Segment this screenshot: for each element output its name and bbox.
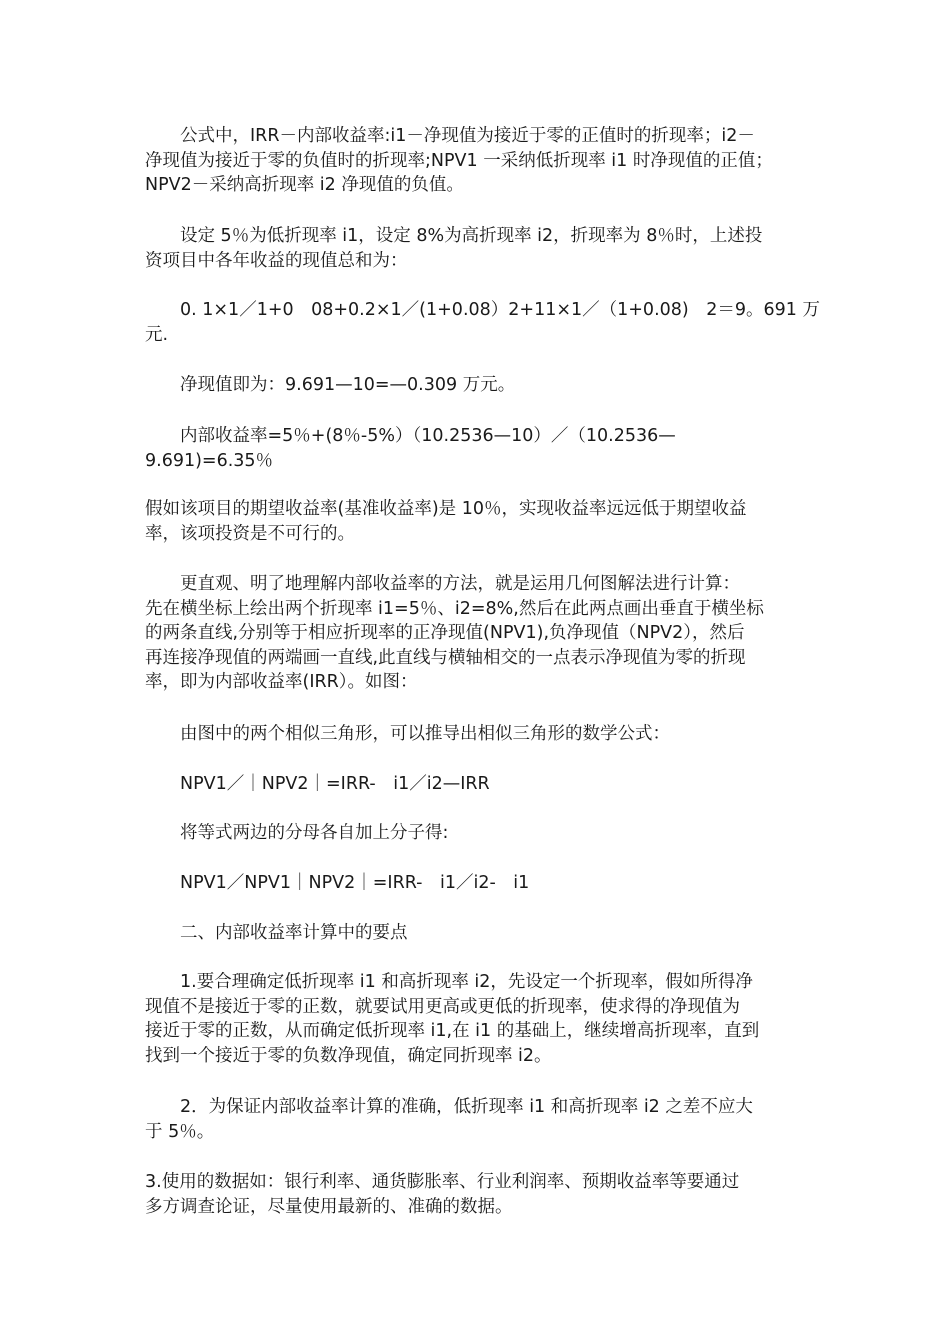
text-line: 于 5％。: [145, 1121, 215, 1142]
text-line: 将等式两边的分母各自加上分子得:: [145, 823, 449, 843]
text-line: 多方调查论证，尽量使用最新的、准确的数据。: [145, 1196, 513, 1217]
text-line: 假如该项目的期望收益率(基准收益率)是 10％，实现收益率远远低于期望收益: [145, 499, 747, 519]
text-line: 现值不是接近于零的正数，就要试用更高或更低的折现率，使求得的净现值为: [145, 996, 740, 1017]
text-line: 率，该项投资是不可行的。: [145, 523, 355, 544]
paragraph-irr-formula-definitions: [145, 124, 807, 198]
paragraph-present-value-sum: [145, 298, 820, 347]
text-line: NPV2－采纳高折现率 i2 净现值的负值。: [145, 175, 464, 195]
paragraph-net-present-value: [145, 373, 807, 398]
text-line: 设定 5％为低折现率 i1，设定 8%为高折现率 i2，折现率为 8％时，上述投: [145, 226, 763, 246]
text-line: 净现值即为：9.691—10=—0.309 万元。: [145, 375, 516, 395]
text-line: 3.使用的数据如：银行利率、通货膨胀率、行业利润率、预期收益率等要通过: [145, 1172, 740, 1192]
text-line: 净现值为接近于零的负值时的折现率;NPV1 一采纳低折现率 i1 时净现值的正值；: [145, 150, 773, 171]
text-line: 找到一个接近于零的负数净现值，确定同折现率 i2。: [145, 1045, 552, 1066]
text-line: 内部收益率=5％+(8％-5%）（10.2536—10）／（10.2536—: [145, 426, 676, 446]
text-line: 由图中的两个相似三角形，可以推导出相似三角形的数学公式：: [145, 724, 670, 744]
paragraph-formula-1: [145, 772, 807, 797]
paragraph-rate-assumption: [145, 224, 807, 273]
paragraph-similar-triangles: [145, 722, 807, 747]
text-line: 公式中，IRR－内部收益率:i1－净现值为接近于零的正值时的折现率；i2－: [145, 126, 755, 146]
text-line: 接近于零的正数，从而确定低折现率 i1,在 i1 的基础上，继续增高折现率，直到: [145, 1021, 760, 1041]
text-line: 资项目中各年收益的现值总和为：: [145, 250, 408, 271]
paragraph-point-1: [145, 970, 807, 1068]
paragraph-geometric-method: [145, 572, 807, 695]
text-line: 9.691)=6.35％: [145, 450, 274, 471]
text-line: 元.: [145, 324, 169, 345]
paragraph-irr-calculation: [145, 424, 807, 473]
text-line: 的两条直线,分别等于相应折现率的正净现值(NPV1),负净现值（NPV2），然后: [145, 623, 745, 643]
paragraph-point-2: [145, 1095, 807, 1144]
text-line: 二、内部收益率计算中的要点: [145, 923, 408, 943]
text-line: 先在横坐标上绘出两个折现率 i1=5％、i2=8%,然后在此两点画出垂直于横坐标: [145, 598, 764, 619]
paragraph-formula-transform: [145, 821, 807, 846]
text-line: NPV1／NPV1｜NPV2｜=IRR- i1／i2- i1: [145, 873, 530, 893]
paragraph-expected-return: [145, 497, 807, 546]
text-line: 更直观、明了地理解内部收益率的方法，就是运用几何图解法进行计算：: [145, 574, 740, 594]
text-line: 再连接净现值的两端画一直线,此直线与横轴相交的一点表示净现值为零的折现: [145, 647, 746, 668]
paragraph-formula-2: [145, 871, 807, 896]
paragraph-point-3: [145, 1170, 807, 1219]
text-line: 2．为保证内部收益率计算的准确，低折现率 i1 和高折现率 i2 之差不应大: [145, 1097, 753, 1117]
section-heading-key-points: [145, 921, 807, 946]
text-line: 率，即为内部收益率(IRR）。如图：: [145, 672, 418, 692]
text-line: NPV1／｜NPV2｜=IRR- i1／i2—IRR: [145, 774, 490, 794]
text-line: 1.要合理确定低折现率 i1 和高折现率 i2，先设定一个折现率，假如所得净: [145, 972, 753, 992]
text-line: 0. 1×1／1+0 08+0.2×1／(1+0.08）2+11×1／（1+0.08) 2＝9。691 万: [145, 300, 820, 320]
